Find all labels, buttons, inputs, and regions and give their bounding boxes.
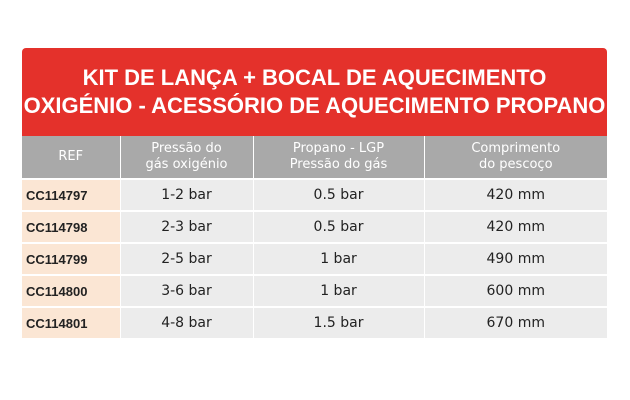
header-oxygen-pressure-line-1: Pressão do bbox=[151, 141, 222, 156]
header-neck-length bbox=[424, 136, 607, 179]
propane-pressure-cell: 1.5 bar bbox=[253, 307, 424, 338]
ref-cell: CC114801 bbox=[22, 307, 120, 338]
oxygen-pressure-cell: 4-8 bar bbox=[120, 307, 253, 338]
neck-length-cell: 490 mm bbox=[424, 243, 607, 275]
spec-table bbox=[22, 136, 607, 338]
header-row bbox=[22, 136, 607, 179]
table-row bbox=[22, 307, 607, 338]
ref-cell: CC114797 bbox=[22, 179, 120, 211]
spec-table-header bbox=[22, 136, 607, 179]
table-row bbox=[22, 179, 607, 211]
header-propane-pressure-line-2: Pressão do gás bbox=[289, 157, 388, 172]
header-ref bbox=[22, 136, 120, 179]
neck-length-cell: 420 mm bbox=[424, 211, 607, 243]
product-spec-card bbox=[22, 48, 607, 338]
neck-length-cell: 670 mm bbox=[424, 307, 607, 338]
title-line-1: KIT DE LANÇA + BOCAL DE AQUECIMENTO bbox=[82, 65, 547, 90]
spec-table-body bbox=[22, 179, 607, 338]
header-neck-length-line-2: do pescoço bbox=[478, 157, 553, 172]
oxygen-pressure-cell: 1-2 bar bbox=[120, 179, 253, 211]
propane-pressure-cell: 0.5 bar bbox=[253, 211, 424, 243]
neck-length-cell: 420 mm bbox=[424, 179, 607, 211]
header-oxygen-pressure-line-2: gás oxigénio bbox=[145, 157, 228, 172]
oxygen-pressure-cell: 2-3 bar bbox=[120, 211, 253, 243]
oxygen-pressure-cell: 3-6 bar bbox=[120, 275, 253, 307]
header-propane-pressure-line-1: Propano - LGP bbox=[292, 141, 385, 156]
neck-length-cell: 600 mm bbox=[424, 275, 607, 307]
table-row bbox=[22, 275, 607, 307]
oxygen-pressure-cell: 2-5 bar bbox=[120, 243, 253, 275]
ref-cell: CC114800 bbox=[22, 275, 120, 307]
header-propane-pressure bbox=[253, 136, 424, 179]
propane-pressure-cell: 1 bar bbox=[253, 243, 424, 275]
ref-cell: CC114798 bbox=[22, 211, 120, 243]
header-oxygen-pressure bbox=[120, 136, 253, 179]
ref-cell: CC114799 bbox=[22, 243, 120, 275]
propane-pressure-cell: 0.5 bar bbox=[253, 179, 424, 211]
table-row bbox=[22, 243, 607, 275]
propane-pressure-cell: 1 bar bbox=[253, 275, 424, 307]
title-banner bbox=[22, 48, 607, 136]
header-neck-length-line-1: Comprimento bbox=[471, 141, 561, 156]
table-row bbox=[22, 211, 607, 243]
title-line-2: OXIGÉNIO - ACESSÓRIO DE AQUECIMENTO PROPANO bbox=[23, 93, 606, 118]
header-ref-label: REF bbox=[58, 149, 84, 164]
